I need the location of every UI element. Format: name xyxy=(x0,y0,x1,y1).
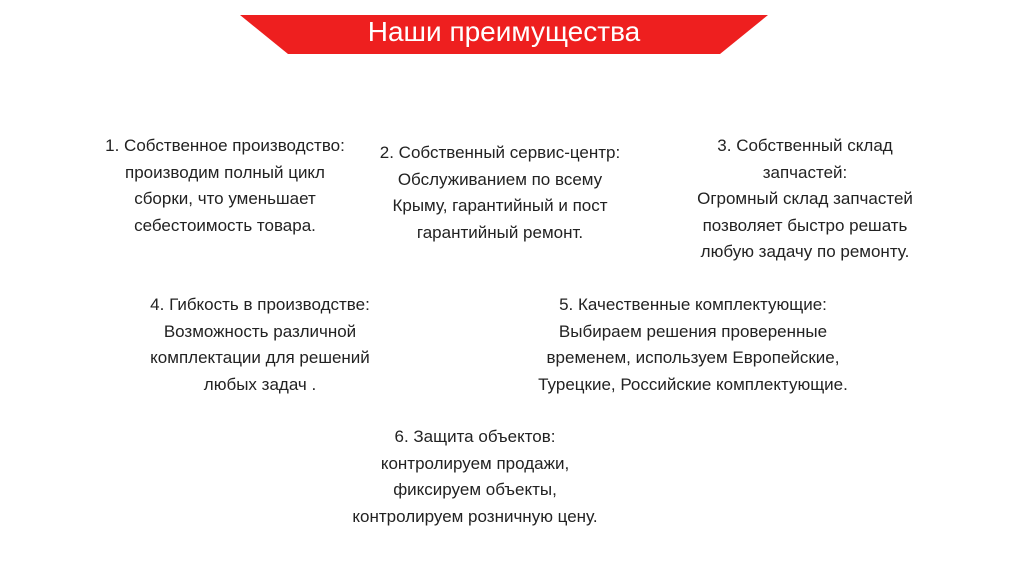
advantage-object-protection xyxy=(280,424,670,530)
advantage-line: 3. Собственный склад xyxy=(717,136,893,155)
advantage-line: 4. Гибкость в производстве: xyxy=(150,295,370,314)
advantage-line: контролируем продажи, xyxy=(380,453,570,473)
advantage-line: Возможность различной xyxy=(163,321,357,341)
advantage-line: производим полный цикл xyxy=(125,162,325,182)
advantage-line: комплектации для решений xyxy=(150,348,370,367)
advantage-line: сборки, что уменьшает xyxy=(134,189,316,208)
advantage-line: 1. Собственное производство: xyxy=(105,136,345,155)
advantage-parts-warehouse xyxy=(610,133,1000,266)
advantage-line: Крыму, гарантийный и пост xyxy=(392,196,608,215)
advantage-line: себестоимость товара. xyxy=(134,215,316,235)
advantage-line: 2. Собственный сервис-центр: xyxy=(379,143,621,162)
advantage-line: позволяет быстро решать xyxy=(702,215,908,235)
advantage-line: запчастей: xyxy=(762,162,848,182)
advantage-line: гарантийный ремонт. xyxy=(416,222,584,242)
advantage-quality-components xyxy=(498,292,888,398)
advantage-production-flexibility xyxy=(65,292,455,398)
advantage-line: любых задач . xyxy=(203,374,317,394)
advantage-line: Турецкие, Российские комплектующие. xyxy=(538,374,848,394)
advantage-line: Обслуживанием по всему xyxy=(397,169,603,189)
advantage-line: Огромный склад запчастей xyxy=(697,189,913,208)
advantage-line: фиксируем объекты, xyxy=(393,480,557,499)
title-banner xyxy=(0,0,1024,70)
advantage-line: любую задачу по ремонту. xyxy=(700,242,910,261)
page-title: Наши преимущества xyxy=(367,16,641,47)
advantage-line: 6. Защита объектов: xyxy=(394,427,556,446)
advantage-line: 5. Качественные комплектующие: xyxy=(559,295,827,314)
advantage-line: временем, используем Европейские, xyxy=(546,348,840,367)
advantage-line: контролируем розничную цену. xyxy=(352,506,598,526)
advantage-line: Выбираем решения проверенные xyxy=(558,321,828,341)
